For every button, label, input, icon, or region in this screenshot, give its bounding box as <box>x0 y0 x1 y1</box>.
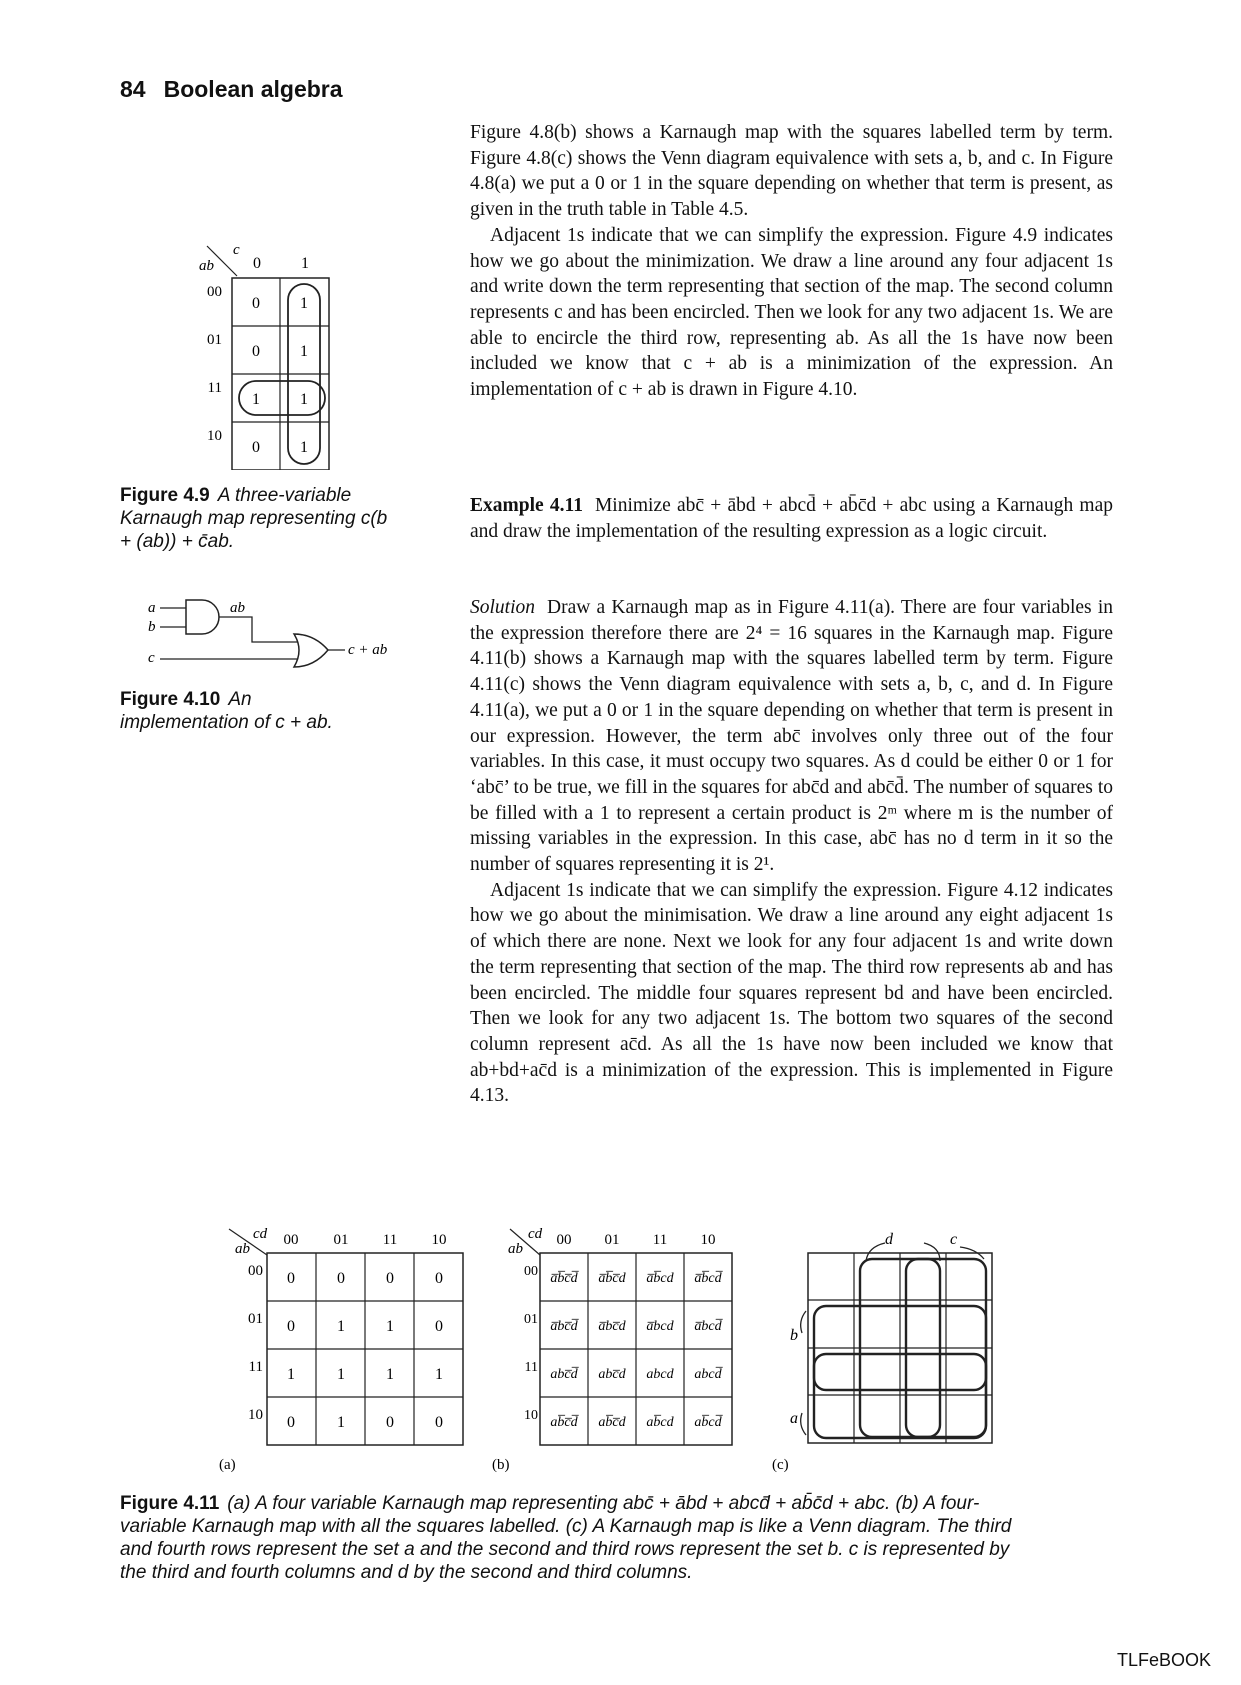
kmap-cell-term: a̅bc̅d <box>598 1319 626 1334</box>
caption-number: Figure 4.11 <box>120 1493 220 1514</box>
and-gate <box>186 600 219 634</box>
kmap-cell: 1 <box>386 1318 394 1335</box>
corner-label: cd <box>528 1226 543 1242</box>
kmap-cell: 1 <box>300 295 308 312</box>
kmap-cell: 1 <box>252 391 260 408</box>
figure-caption <box>120 688 380 734</box>
kmap-cell-term: a̅bcd <box>646 1319 674 1334</box>
column-header: 11 <box>382 1232 398 1248</box>
row-header: 11 <box>524 1360 538 1375</box>
set-label-b: b <box>790 1327 798 1344</box>
kmap-cell-term: a̅b̅c̅d <box>598 1271 626 1286</box>
kmap-cell-term: abcd <box>646 1367 674 1382</box>
solution-text: Draw a Karnaugh map as in Figure 4.11(a). There are four variables in the expression therefore there are 2⁴ = 16 squares in the Karnaugh map. Figure 4.11(b) shows a Karnaugh map with the squares labelled term by term. Figure 4.11(c) shows the Venn diagram equivalence with sets a, b, c, and d. In Figure 4.11(a), we put a 0 or 1 in the square depending on whether that term is present in our expression. However, the term abc̄ involves only three out of the four variables. In this case, it must occupy two squares. As d could be either 0 or 1 for ‘abc̄’ to be true, we fill in the squares for abc̄d and abc̄d̄. The number of squares to be filled with a 1 to represent a certain product is 2ᵐ where m is the number of missing variables in the expression. In this case, abc̄ has no d term in it so the number of squares representing it is 2¹. <box>470 597 1113 876</box>
figure-caption <box>120 1492 1020 1584</box>
kmap-cell: 0 <box>252 439 260 456</box>
column-header: 01 <box>604 1232 620 1248</box>
column-header: 10 <box>700 1232 716 1248</box>
example-block <box>470 493 1113 544</box>
paragraph: Adjacent 1s indicate that we can simplify the expression. Figure 4.9 indicates how we go about the minimization. We draw a line around any four adjacent 1s and write down the term representing that section of the map. The second column represents c and has been encircled. Then we look for any two adjacent 1s. We are able to encircle the third row, representing ab. As all the 1s have now been included we know that c + ab is a minimization of the expression. An implementation of c + ab is drawn in Figure 4.10. <box>470 224 1113 401</box>
logic-circuit-fig4-10 <box>140 598 420 670</box>
kmap-cell: 0 <box>386 1270 394 1287</box>
example-label: Example 4.11 <box>470 495 583 516</box>
kmap-cell: 1 <box>300 439 308 456</box>
venn-kmap-fig4-11c <box>770 1225 1020 1475</box>
column-header: 10 <box>431 1232 447 1248</box>
column-header: 0 <box>253 255 261 272</box>
kmap-cell: 1 <box>337 1414 345 1431</box>
example-text: Minimize abc̄ + ābd + abcd̄ + ab̄c̄d + abc using a Karnaugh map and draw the implementation of the resulting expression as a logic circuit. <box>470 495 1114 542</box>
kmap-cell: 1 <box>386 1366 394 1383</box>
solution-label: Solution <box>470 597 536 618</box>
row-header: 11 <box>207 380 222 396</box>
kmap-cell: 0 <box>435 1414 443 1431</box>
input-label-a: a <box>148 600 156 616</box>
column-header: 00 <box>283 1232 299 1248</box>
kmap-fig4-11a <box>205 1225 475 1475</box>
kmap-fig4-9 <box>195 240 345 470</box>
column-header: 00 <box>556 1232 572 1248</box>
subfigure-label: (a) <box>219 1457 236 1473</box>
subfigure-label: (b) <box>492 1457 510 1473</box>
page-number: 84 <box>120 76 146 102</box>
corner-label: ab <box>235 1241 250 1257</box>
paragraph: Figure 4.8(b) shows a Karnaugh map with the squares labelled term by term. Figure 4.8(c) shows the Venn diagram equivalence with sets a, b, and c. In Figure 4.8(a) we put a 0 or 1 in the square depending on whether that term is present, as given in the truth table in Table 4.5. <box>470 122 1113 221</box>
kmap-cell: 1 <box>300 391 308 408</box>
chapter-title: Boolean algebra <box>163 76 343 102</box>
set-label-a: a <box>790 1410 798 1427</box>
kmap-cell-term: ab̅c̅d <box>598 1415 626 1430</box>
row-header: 00 <box>207 284 222 300</box>
caption-number: Figure 4.10 <box>120 689 221 710</box>
kmap-cell: 0 <box>337 1270 345 1287</box>
set-label-c: c <box>950 1231 958 1248</box>
column-header: 11 <box>652 1232 668 1248</box>
kmap-cell: 0 <box>287 1318 295 1335</box>
column-header: 01 <box>333 1232 349 1248</box>
kmap-cell: 0 <box>386 1414 394 1431</box>
subfigure-label: (c) <box>772 1457 789 1473</box>
corner-label: ab <box>199 258 214 274</box>
solution-block <box>470 595 1113 1109</box>
kmap-cell: 1 <box>300 343 308 360</box>
kmap-cell-term: a̅bcd̅ <box>694 1319 722 1334</box>
kmap-cell-term: a̅b̅cd̅ <box>694 1271 722 1286</box>
and-output-label: ab <box>230 600 245 616</box>
row-header: 01 <box>248 1311 263 1327</box>
kmap-cell: 1 <box>287 1366 295 1383</box>
corner-label: cd <box>253 1226 268 1242</box>
kmap-cell: 0 <box>435 1318 443 1335</box>
kmap-cell-term: a̅bc̅d̅ <box>550 1319 578 1334</box>
kmap-cell: 0 <box>287 1414 295 1431</box>
kmap-cell-term: a̅b̅c̅d̅ <box>550 1271 578 1286</box>
row-header: 10 <box>207 428 222 444</box>
kmap-cell-term: ab̅cd̅ <box>694 1415 722 1430</box>
input-label-c: c <box>148 650 155 666</box>
column-header: 1 <box>301 255 309 272</box>
set-label-d: d <box>885 1231 893 1248</box>
kmap-cell: 1 <box>435 1366 443 1383</box>
caption-text: A three-variable Karnaugh map representing c(b + (ab)) + c̄ab. <box>120 485 388 552</box>
page-header <box>120 76 343 103</box>
kmap-cell-term: ab̅c̅d̅ <box>550 1415 578 1430</box>
corner-label: ab <box>508 1241 523 1257</box>
row-header: 10 <box>248 1407 263 1423</box>
kmap-cell: 0 <box>252 295 260 312</box>
kmap-cell: 1 <box>337 1318 345 1335</box>
corner-label: c <box>233 242 240 258</box>
main-text-block-1 <box>470 120 1113 403</box>
kmap-cell: 0 <box>252 343 260 360</box>
kmap-cell-term: abcd̅ <box>694 1367 722 1382</box>
kmap-cell-term: abc̅d <box>598 1367 626 1382</box>
footer-watermark: TLFeBOOK <box>1116 1650 1211 1670</box>
or-gate <box>294 634 328 667</box>
paragraph: Adjacent 1s indicate that we can simplify the expression. Figure 4.12 indicates how we go about the minimisation. We draw a line around any eight adjacent 1s of which there are none. Next we look for any four adjacent 1s and write down the term representing that section of the map. The third row represents ab and has been encircled. The middle four squares represent bd and have been encircled. Then we look for any two adjacent 1s. The bottom two squares of the second column represent ac̄d. As all the 1s have now been included we know that ab+bd+ac̄d is a minimization of the expression. This is implemented in Figure 4.13. <box>470 879 1113 1107</box>
row-header: 10 <box>524 1408 538 1423</box>
kmap-cell: 0 <box>287 1270 295 1287</box>
row-header: 00 <box>248 1263 263 1279</box>
kmap-fig4-11b <box>490 1225 740 1475</box>
row-header: 01 <box>524 1312 538 1327</box>
circuit-output-label: c + ab <box>348 642 388 658</box>
row-header: 00 <box>524 1264 538 1279</box>
kmap-cell: 1 <box>337 1366 345 1383</box>
row-header: 11 <box>248 1359 263 1375</box>
figure-caption <box>120 484 390 553</box>
caption-text: An implementation of c + ab. <box>120 689 333 733</box>
kmap-cell-term: ab̅cd <box>646 1415 674 1430</box>
caption-text: (a) A four variable Karnaugh map representing abc̄ + ābd + abcd̄ + ab̄c̄d + abc. (b) A four-variable Karnaugh map with all the squares labelled. (c) A Karnaugh map is like a Venn diagram. The third and fourth rows represent the set a and the second and third rows represent the set b. c is represented by the third and fourth columns and d by the second and third columns. <box>120 1493 1012 1583</box>
row-header: 01 <box>207 332 222 348</box>
kmap-cell: 0 <box>435 1270 443 1287</box>
input-label-b: b <box>148 619 156 635</box>
kmap-cell-term: abc̅d̅ <box>550 1367 578 1382</box>
kmap-cell-term: a̅b̅cd <box>646 1271 674 1286</box>
caption-number: Figure 4.9 <box>120 485 210 506</box>
